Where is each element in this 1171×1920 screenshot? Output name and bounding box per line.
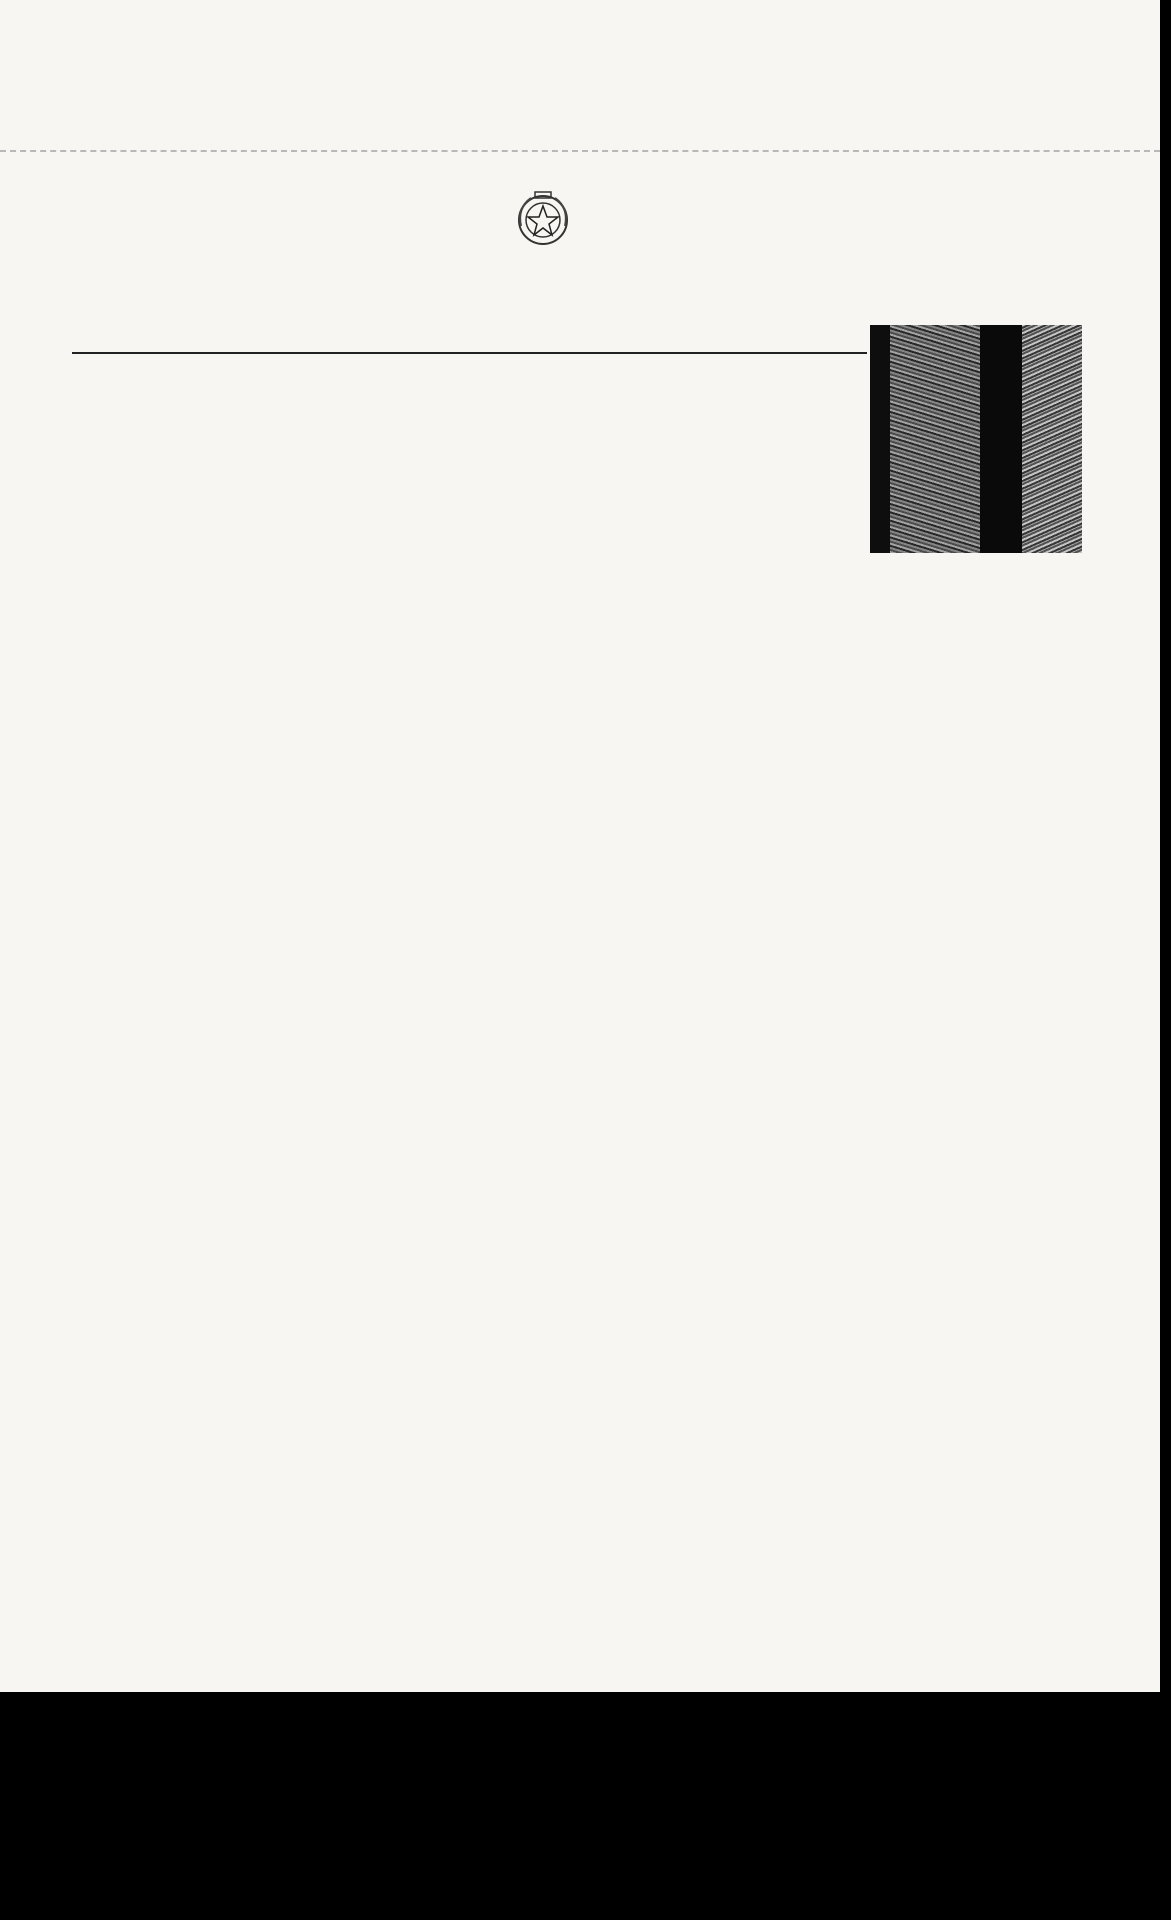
fold-line (0, 150, 1160, 152)
legend-block (76, 1467, 1076, 1471)
attached-photo (870, 325, 1082, 553)
header-rule (72, 352, 867, 354)
republic-emblem-icon (513, 186, 573, 250)
